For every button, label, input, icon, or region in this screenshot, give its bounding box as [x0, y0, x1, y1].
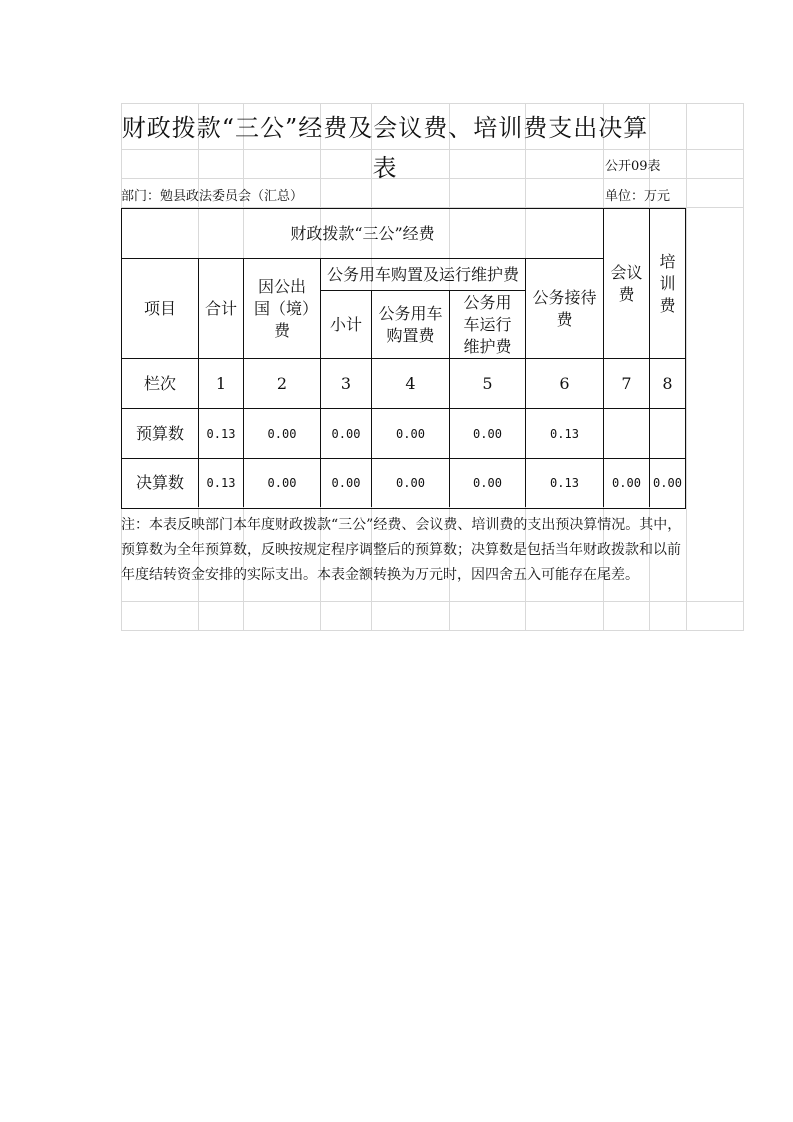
budget-subtotal: 0.00	[321, 409, 372, 459]
header-three-public-group: 财政拨款“三公”经费	[122, 209, 604, 259]
final-total: 0.13	[199, 459, 244, 507]
index-cell-2: 2	[244, 359, 321, 409]
final-abroad: 0.00	[244, 459, 321, 507]
index-cell-7: 7	[604, 359, 650, 409]
final-vehicle-purchase: 0.00	[372, 459, 450, 507]
expense-table	[121, 208, 686, 509]
index-cell-3: 3	[321, 359, 372, 409]
final-training: 0.00	[653, 476, 682, 490]
header-item: 项目	[122, 259, 199, 359]
budget-reception: 0.13	[526, 409, 604, 459]
index-cell-1: 1	[199, 359, 244, 409]
unit-label: 单位：万元	[605, 189, 671, 204]
header-meeting: 会议费	[604, 209, 650, 359]
final-subtotal: 0.00	[321, 459, 372, 507]
budget-abroad: 0.00	[244, 409, 321, 459]
budget-total: 0.13	[199, 409, 244, 459]
budget-meeting	[604, 409, 650, 459]
budget-vehicle-maintenance: 0.00	[450, 409, 526, 459]
header-vehicle-purchase: 公务用车购置费	[372, 291, 450, 359]
header-vehicle-group: 公务用车购置及运行维护费	[321, 259, 526, 291]
form-number: 公开09表	[605, 159, 661, 174]
row-label-budget: 预算数	[122, 409, 199, 459]
header-abroad: 因公出国（境）费	[244, 259, 321, 359]
final-vehicle-maintenance: 0.00	[450, 459, 526, 507]
header-reception: 公务接待费	[526, 259, 604, 359]
index-cell-6: 6	[526, 359, 604, 409]
header-subtotal: 小计	[321, 291, 372, 359]
index-cell-4: 4	[372, 359, 450, 409]
header-vehicle-maintenance: 公务用车运行维护费	[450, 291, 526, 359]
budget-vehicle-purchase: 0.00	[372, 409, 450, 459]
header-training: 培训费	[650, 209, 685, 359]
footnote: 注：本表反映部门本年度财政拨款“三公”经费、会议费、培训费的支出预决算情况。其中，预算数为全年预算数，反映按规定程序调整后的预算数；决算数是包括当年财政拨款和以前年度结转资金安排的实际支出。本表金额转换为万元时，因四舍五入可能存在尾差。	[121, 517, 682, 583]
row-label-index: 栏次	[122, 359, 199, 409]
index-cell-8: 8	[650, 359, 685, 409]
row-label-final: 决算数	[122, 459, 199, 507]
final-meeting: 0.00	[604, 459, 650, 507]
header-total: 合计	[199, 259, 244, 359]
budget-training	[650, 409, 685, 459]
page-title: 财政拨款“三公”经费及会议费、培训费支出决算表	[121, 114, 649, 182]
final-reception: 0.13	[526, 459, 604, 507]
department-label: 部门：勉县政法委员会（汇总）	[121, 189, 304, 204]
index-cell-5: 5	[450, 359, 526, 409]
